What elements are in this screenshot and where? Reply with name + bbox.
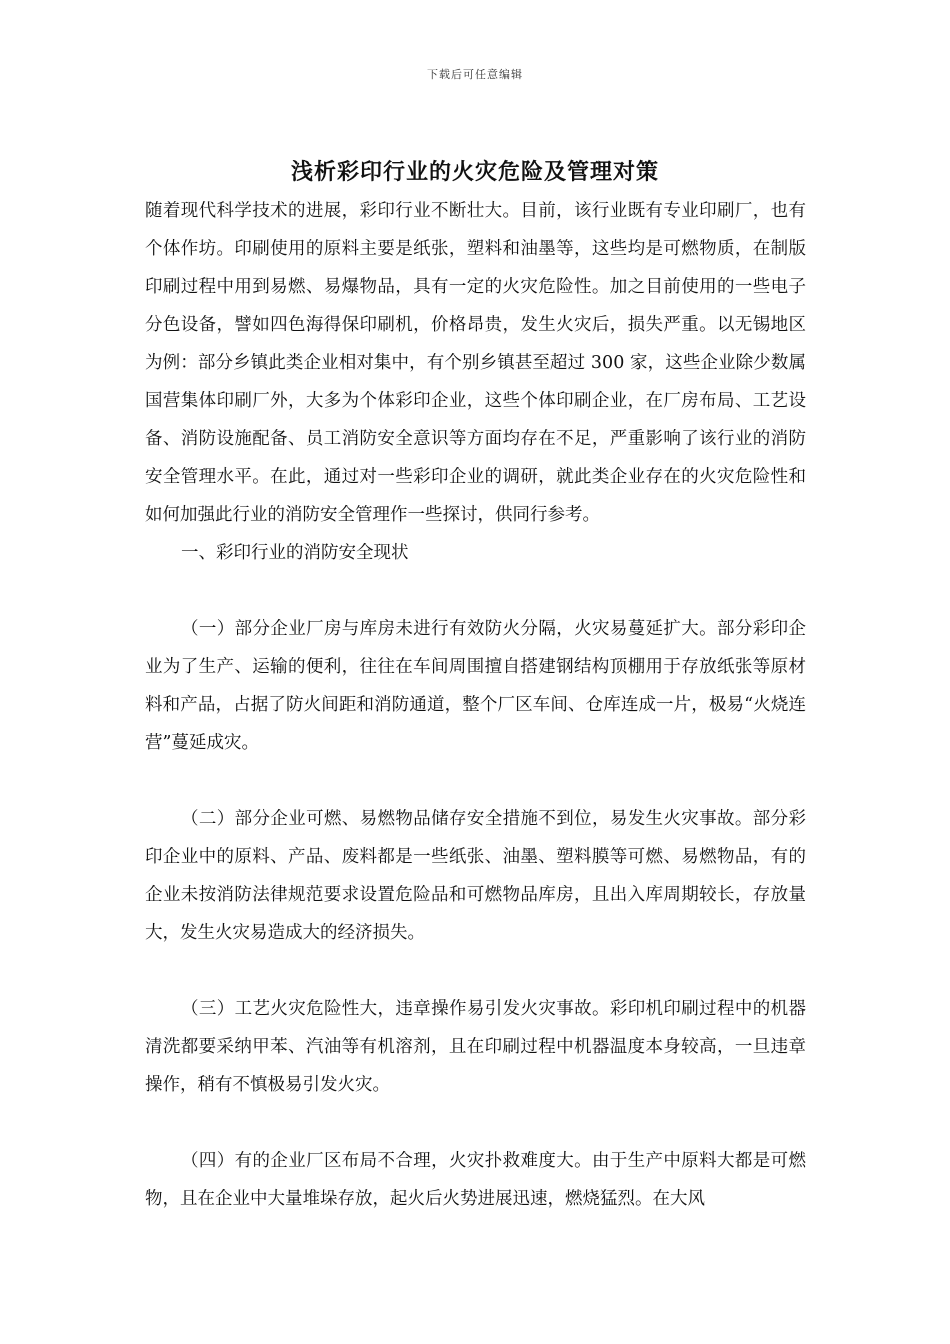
- paragraph-item-3: （三）工艺火灾危险性大，违章操作易引发火灾事故。彩印机印刷过程中的机器清洗都要采纳甲苯、汽油等有机溶剂，且在印刷过程中机器温度本身较高，一旦违章操作，稍有不慎极易引发火灾。: [145, 999, 806, 1095]
- intro-paragraph: 随着现代科学技术的进展，彩印行业不断壮大。目前，该行业既有专业印刷厂，也有个体作坊。印刷使用的原料主要是纸张，塑料和油墨等，这些均是可燃物质，在制版印刷过程中用到易燃、易爆物品，具有一定的火灾危险性。加之目前使用的一些电子分色设备，譬如四色海得保印刷机，价格昂贵，发生火灾后，损失严重。以无锡地区为例：部分乡镇此类企业相对集中，有个别乡镇甚至超过 300 家，这些企业除少数属国营集体印刷厂外，大多为个体彩印企业，这些个体印刷企业，在厂房布局、工艺设备、消防设施配备、员工消防安全意识等方面均存在不足，严重影响了该行业的消防安全管理水平。在此，通过对一些彩印企业的调研，就此类企业存在的火灾危险性和如何加强此行业的消防安全管理作一些探讨，供同行参考。: [145, 201, 806, 525]
- paragraph-item-4: （四）有的企业厂区布局不合理，火灾扑救难度大。由于生产中原料大都是可燃物，且在企业中大量堆垛存放，起火后火势进展迅速，燃烧猛烈。在大风: [145, 1151, 806, 1209]
- paragraph-item-2: （二）部分企业可燃、易燃物品储存安全措施不到位，易发生火灾事故。部分彩印企业中的原料、产品、废料都是一些纸张、油墨、塑料膜等可燃、易燃物品，有的企业未按消防法律规范要求设置危险品和可燃物品库房，且出入库周期较长，存放量大，发生火灾易造成大的经济损失。: [145, 809, 806, 943]
- paragraph-item-1: （一）部分企业厂房与库房未进行有效防火分隔，火灾易蔓延扩大。部分彩印企业为了生产、运输的便利，往往在车间周围擅自搭建钢结构顶棚用于存放纸张等原材料和产品，占据了防火间距和消防通道，整个厂区车间、仓库连成一片，极易“火烧连营”蔓延成灾。: [145, 619, 806, 753]
- header-note: 下载后可任意编辑: [427, 68, 523, 81]
- section-heading: 一、彩印行业的消防安全现状: [181, 543, 409, 563]
- document-body: [145, 192, 806, 1218]
- document-title: 浅析彩印行业的火灾危险及管理对策: [290, 159, 659, 185]
